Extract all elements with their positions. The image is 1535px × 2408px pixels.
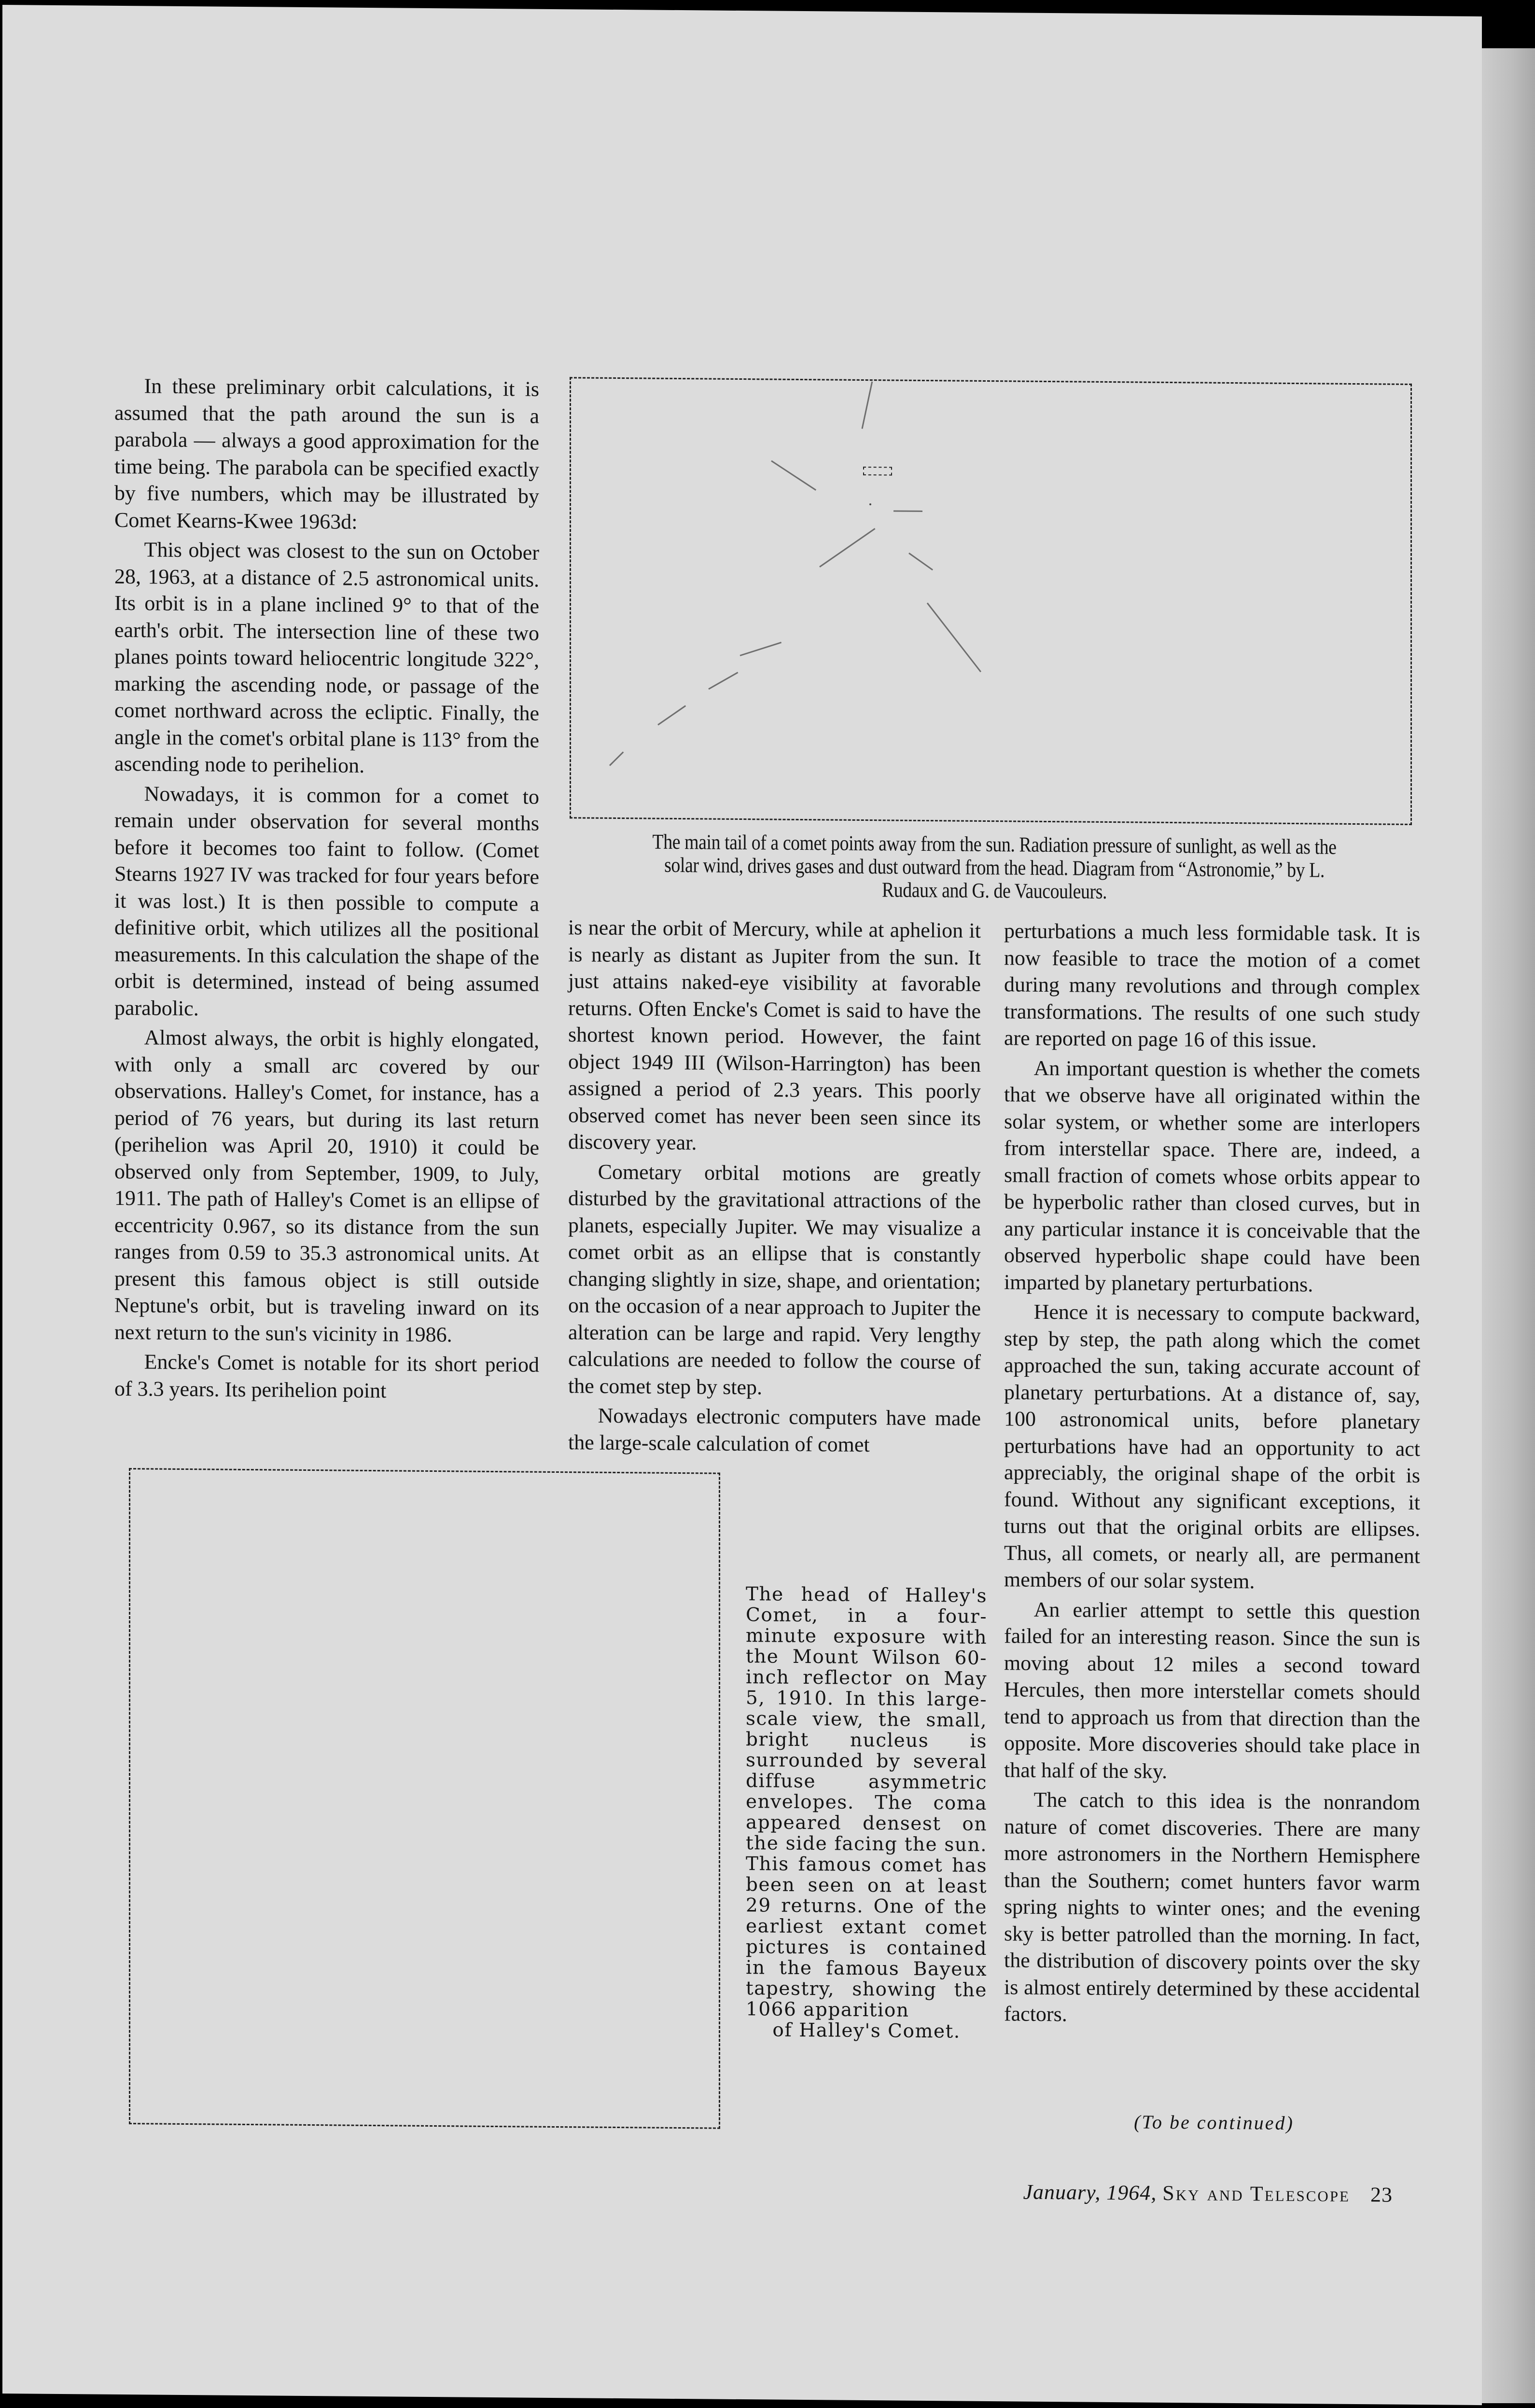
diagram-caption: The main tail of a comet points away from the sun. Radiation pressure of sunlight, as well as the solar wind, drives gases and dust outward from the head. Diagram from “Astronomie,” by L. Rudaux and G. de Vaucouleurs. — [652, 830, 1337, 903]
diagram-ray — [819, 528, 875, 567]
photo-caption-last-line: of Halley's Comet. — [772, 2019, 961, 2043]
column-right — [1004, 917, 1420, 2030]
paragraph: This object was closest to the sun on October 28, 1963, at a distance of 2.5 astronomical units. Its orbit is in a plane inclined 9° to that of the earth's orbit. The intersection line of these two planes points toward heliocentric longitude 322°, marking the ascending node, or passage of the comet northward across the ecliptic. Finally, the angle in the comet's orbital plane is 113° from the ascending node to perihelion. — [114, 538, 539, 777]
paragraph: In these preliminary orbit calculations, it is assumed that the path around the sun is a parabola — always a good approximation for the time being. The parabola can be specified exactly by five numbers, which may be illustrated by Comet Kearns-Kwee 1963d: — [114, 374, 539, 534]
diagram-ray — [908, 553, 933, 570]
halley-comet-photo — [129, 1468, 720, 2129]
comet-tail-diagram — [570, 377, 1412, 825]
paragraph: Cometary orbital motions are greatly disturbed by the gravitational attractions of the planets, especially Jupiter. We may visualize a comet orbit as an ellipse that is constantly changing slightly in size, shape, and orientation; on the occasion of a near approach to Jupiter the alteration can be large and rapid. Very lengthy calculations are needed to follow the course of the comet step by step. — [568, 1160, 981, 1399]
paragraph: An earlier attempt to settle this question failed for an interesting reason. Since the sun is moving about 12 miles a second toward Hercules, then more interstellar comets should tend to approach us from that direction than the opposite. More discoveries should take place in that half of the sky. — [1004, 1597, 1420, 1783]
paragraph: Hence it is necessary to compute backward, step by step, the path along which the comet approached the sun, taking accurate account of planetary perturbations. At a distance of, say, 100 astronomical units, before planetary perturbations have had an opportunity to act appreciably, the original shape of the orbit is found. Without any significant exceptions, it turns out that the original orbits are ellipses. Thus, all comets, or nearly all, are permanent members of our solar system. — [1004, 1300, 1420, 1593]
diagram-ray — [862, 382, 873, 429]
diagram-ray — [893, 510, 922, 512]
diagram-label-box — [863, 467, 892, 475]
adjacent-page-edge — [1477, 48, 1535, 2403]
photo-caption-text: The head of Halley's Comet, in a four-minute exposure with the Mount Wilson 60-inch reflector on May 5, 1910. In this large-scale view, the small, bright nucleus is surrounded by several diffuse asymmetric envelopes. The coma appeared densest on the side facing the sun. This famous comet has been seen on at least 29 returns. One of the earliest extant comet pictures is contained in the famous Bayeux tapestry, showing the 1066 apparition — [746, 1583, 987, 2021]
photo-caption — [746, 1584, 987, 2042]
magazine-title: Sky and Telescope — [1162, 2181, 1350, 2206]
column-middle — [568, 914, 981, 1459]
to-be-continued-note: (To be continued) — [1134, 2111, 1294, 2134]
diagram-ray — [771, 460, 816, 491]
page-footer — [977, 2179, 1393, 2207]
paragraph: Encke's Comet is notable for its short period of 3.3 years. Its perihelion point — [114, 1350, 539, 1402]
page-number: 23 — [1370, 2183, 1393, 2207]
diagram-ray — [708, 672, 738, 690]
sun-marker — [869, 503, 871, 505]
issue-date: January, 1964, — [1023, 2180, 1157, 2205]
paragraph: The catch to this idea is the nonrandom nature of comet discoveries. There are many more astronomers in the Northern Hemisphere than the Southern; comet hunters favor warm spring nights to winter ones; and the evening sky is better patrolled than the morning. In fact, the distribution of discovery points over the sky is almost entirely determined by these accidental factors. — [1004, 1787, 1420, 2026]
paragraph: perturbations a much less formidable task. It is now feasible to trace the motion of a comet during many revolutions and through complex transformations. The results of one such study are reported on page 16 of this issue. — [1004, 919, 1420, 1052]
magazine-page — [2, 5, 1482, 2405]
diagram-ray — [740, 642, 782, 656]
diagram-ray — [609, 751, 624, 766]
paragraph: Nowadays, it is common for a comet to remain under observation for several months before it becomes too faint to follow. (Comet Stearns 1927 IV was tracked for four years before it was lost.) It is then possible to compute a definitive orbit, which utilizes all the positional measurements. In this calculation the shape of the orbit is determined, instead of being assumed parabolic. — [114, 781, 539, 1020]
paragraph: An important question is whether the comets that we observe have all originated within the solar system, or whether some are interlopers from interstellar space. There are, indeed, a small fraction of comets whose orbits appear to be hyperbolic rather than closed curves, but in any particular instance it is conceivable that the observed hyperbolic shape could have been imparted by planetary perturbations. — [1004, 1056, 1420, 1296]
paragraph: Almost always, the orbit is highly elongated, with only a small arc covered by our observations. Halley's Comet, for instance, has a period of 76 years, but during its last return (perihelion was April 20, 1910) it could be observed only from September, 1909, to July, 1911. The path of Halley's Comet is an ellipse of eccentricity 0.967, so its distance from the sun ranges from 0.59 to 35.3 astronomical units. At present this famous object is still outside Neptune's orbit, but is traveling inward on its next return to the sun's vicinity in 1986. — [114, 1025, 539, 1346]
diagram-ray — [927, 603, 981, 673]
paragraph: is near the orbit of Mercury, while at aphelion it is nearly as distant as Jupiter from the sun. It just attains naked-eye visibility at favorable returns. Often Encke's Comet is said to have the shortest known period. However, the faint object 1949 III (Wilson-Harrington) has been assigned a period of 2.3 years. This poorly observed comet has never been seen since its discovery year. — [568, 915, 981, 1155]
paragraph: Nowadays electronic computers have made the large-scale calculation of comet — [568, 1403, 981, 1456]
column-left — [114, 373, 539, 1405]
diagram-ray — [657, 705, 686, 725]
